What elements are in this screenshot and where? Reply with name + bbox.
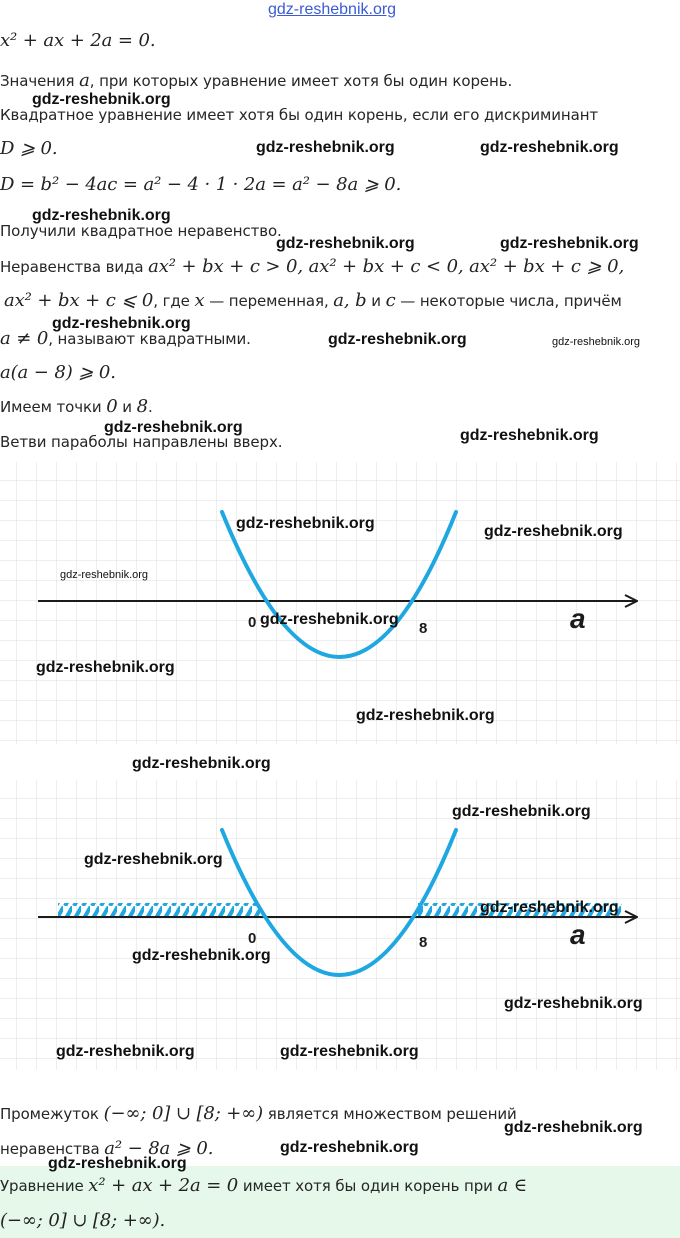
interval-math: (−∞; 0] ∪ [8; +∞) <box>103 1103 264 1124</box>
interval-rest: является множеством решений <box>263 1105 517 1123</box>
definition-forms-1: ax² + bx + c > 0, ax² + bx + c < 0, ax² + bx + c ⩾ 0, <box>148 256 625 277</box>
branches-line: Ветви параболы направлены вверх. <box>0 433 283 451</box>
watermark: gdz-reshebnik.org <box>32 91 171 108</box>
watermark: gdz-reshebnik.org <box>104 419 243 436</box>
parabola-graph-1 <box>0 462 680 744</box>
equation-line: x² + ax + 2a = 0. <box>0 30 156 51</box>
interval-text: Промежуток <box>0 1105 104 1123</box>
watermark: gdz-reshebnik.org <box>356 707 495 724</box>
task-line <box>0 70 512 91</box>
watermark: gdz-reshebnik.org <box>52 315 191 332</box>
definition-ab: a, b <box>333 290 367 311</box>
tick-label-8: 8 <box>419 620 428 637</box>
point-eight: 8 <box>136 396 148 417</box>
factored-inequality: a(a − 8) ⩾ 0. <box>0 362 116 383</box>
interval-line-1 <box>0 1103 517 1124</box>
watermark: gdz-reshebnik.org <box>36 659 175 676</box>
watermark: gdz-reshebnik.org <box>328 331 467 348</box>
watermark: gdz-reshebnik.org <box>280 1043 419 1060</box>
watermark: gdz-reshebnik.org <box>60 569 149 581</box>
axis-label-a: a <box>570 919 586 950</box>
definition-x: x <box>194 290 205 311</box>
definition-forms-2: ax² + bx + c ⩽ 0 <box>4 290 154 311</box>
answer-block <box>0 1166 680 1238</box>
answer-interval: (−∞; 0] ∪ [8; +∞). <box>0 1210 166 1231</box>
watermark: gdz-reshebnik.org <box>132 947 271 964</box>
definition-line-2 <box>4 290 622 311</box>
task-var: a <box>79 70 90 91</box>
points-and: и <box>117 398 137 416</box>
answer-rest: имеет хотя бы один корень при <box>238 1177 498 1195</box>
watermark: gdz-reshebnik.org <box>500 235 639 252</box>
watermark: gdz-reshebnik.org <box>280 1139 419 1156</box>
points-text: Имеем точки <box>0 398 107 416</box>
tick-label-8: 8 <box>419 934 428 951</box>
definition-line-3 <box>0 328 251 349</box>
watermark: gdz-reshebnik.org <box>484 523 623 540</box>
watermark: gdz-reshebnik.org <box>480 899 619 916</box>
watermark: gdz-reshebnik.org <box>460 427 599 444</box>
watermark: gdz-reshebnik.org <box>552 336 641 348</box>
watermark: gdz-reshebnik.org <box>132 755 271 772</box>
interval-ineq-text: неравенства <box>0 1140 105 1158</box>
definition-line-1 <box>0 256 624 277</box>
point-zero: 0 <box>106 396 118 417</box>
definition-c: c <box>385 290 396 311</box>
parabola-graph-2 <box>0 780 680 1070</box>
task-rest: , при которых уравнение имеет хотя бы один корень. <box>89 72 513 90</box>
watermark: gdz-reshebnik.org <box>56 1043 195 1060</box>
discriminant-formula: D = b² − 4ac = a² − 4 · 1 · 2a = a² − 8a ⩾ 0. <box>0 174 402 195</box>
hatch-left <box>58 903 260 917</box>
axis-label-a: a <box>570 603 586 634</box>
watermark: gdz-reshebnik.org <box>48 1155 187 1172</box>
definition-where: , где <box>153 292 195 310</box>
watermark: gdz-reshebnik.org <box>480 139 619 156</box>
watermark: gdz-reshebnik.org <box>84 851 223 868</box>
watermark: gdz-reshebnik.org <box>504 1119 643 1136</box>
task-text: Значения <box>0 72 80 90</box>
watermark: gdz-reshebnik.org <box>276 235 415 252</box>
answer-line-1 <box>0 1175 527 1196</box>
interval-inequality: a² − 8a ⩾ 0. <box>104 1138 214 1159</box>
points-line <box>0 396 153 417</box>
watermark: gdz-reshebnik.org <box>260 611 399 628</box>
watermark: gdz-reshebnik.org <box>452 803 591 820</box>
answer-equation: x² + ax + 2a = 0 <box>88 1175 239 1196</box>
definition-start: Неравенства вида <box>0 258 149 276</box>
answer-in: a ∈ <box>497 1175 527 1196</box>
watermark: gdz-reshebnik.org <box>504 995 643 1012</box>
watermark-top: gdz-reshebnik.org <box>268 1 397 18</box>
definition-var: — переменная, <box>204 292 334 310</box>
watermark: gdz-reshebnik.org <box>236 515 375 532</box>
definition-and: и <box>366 292 386 310</box>
quadratic-inequality-line: Получили квадратное неравенство. <box>0 222 282 240</box>
definition-called: , называют квадратными. <box>48 330 251 348</box>
answer-text: Уравнение <box>0 1177 89 1195</box>
watermark: gdz-reshebnik.org <box>256 139 395 156</box>
watermark: gdz-reshebnik.org <box>32 207 171 224</box>
definition-end: — некоторые числа, причём <box>395 292 622 310</box>
points-dot: . <box>147 398 153 416</box>
condition-line: Квадратное уравнение имеет хотя бы один корень, если его дискриминант <box>0 106 599 124</box>
definition-a-ne-zero: a ≠ 0 <box>0 328 49 349</box>
discriminant-condition: D ⩾ 0. <box>0 138 58 159</box>
tick-label-0: 0 <box>248 614 257 631</box>
tick-label-0: 0 <box>248 930 257 947</box>
